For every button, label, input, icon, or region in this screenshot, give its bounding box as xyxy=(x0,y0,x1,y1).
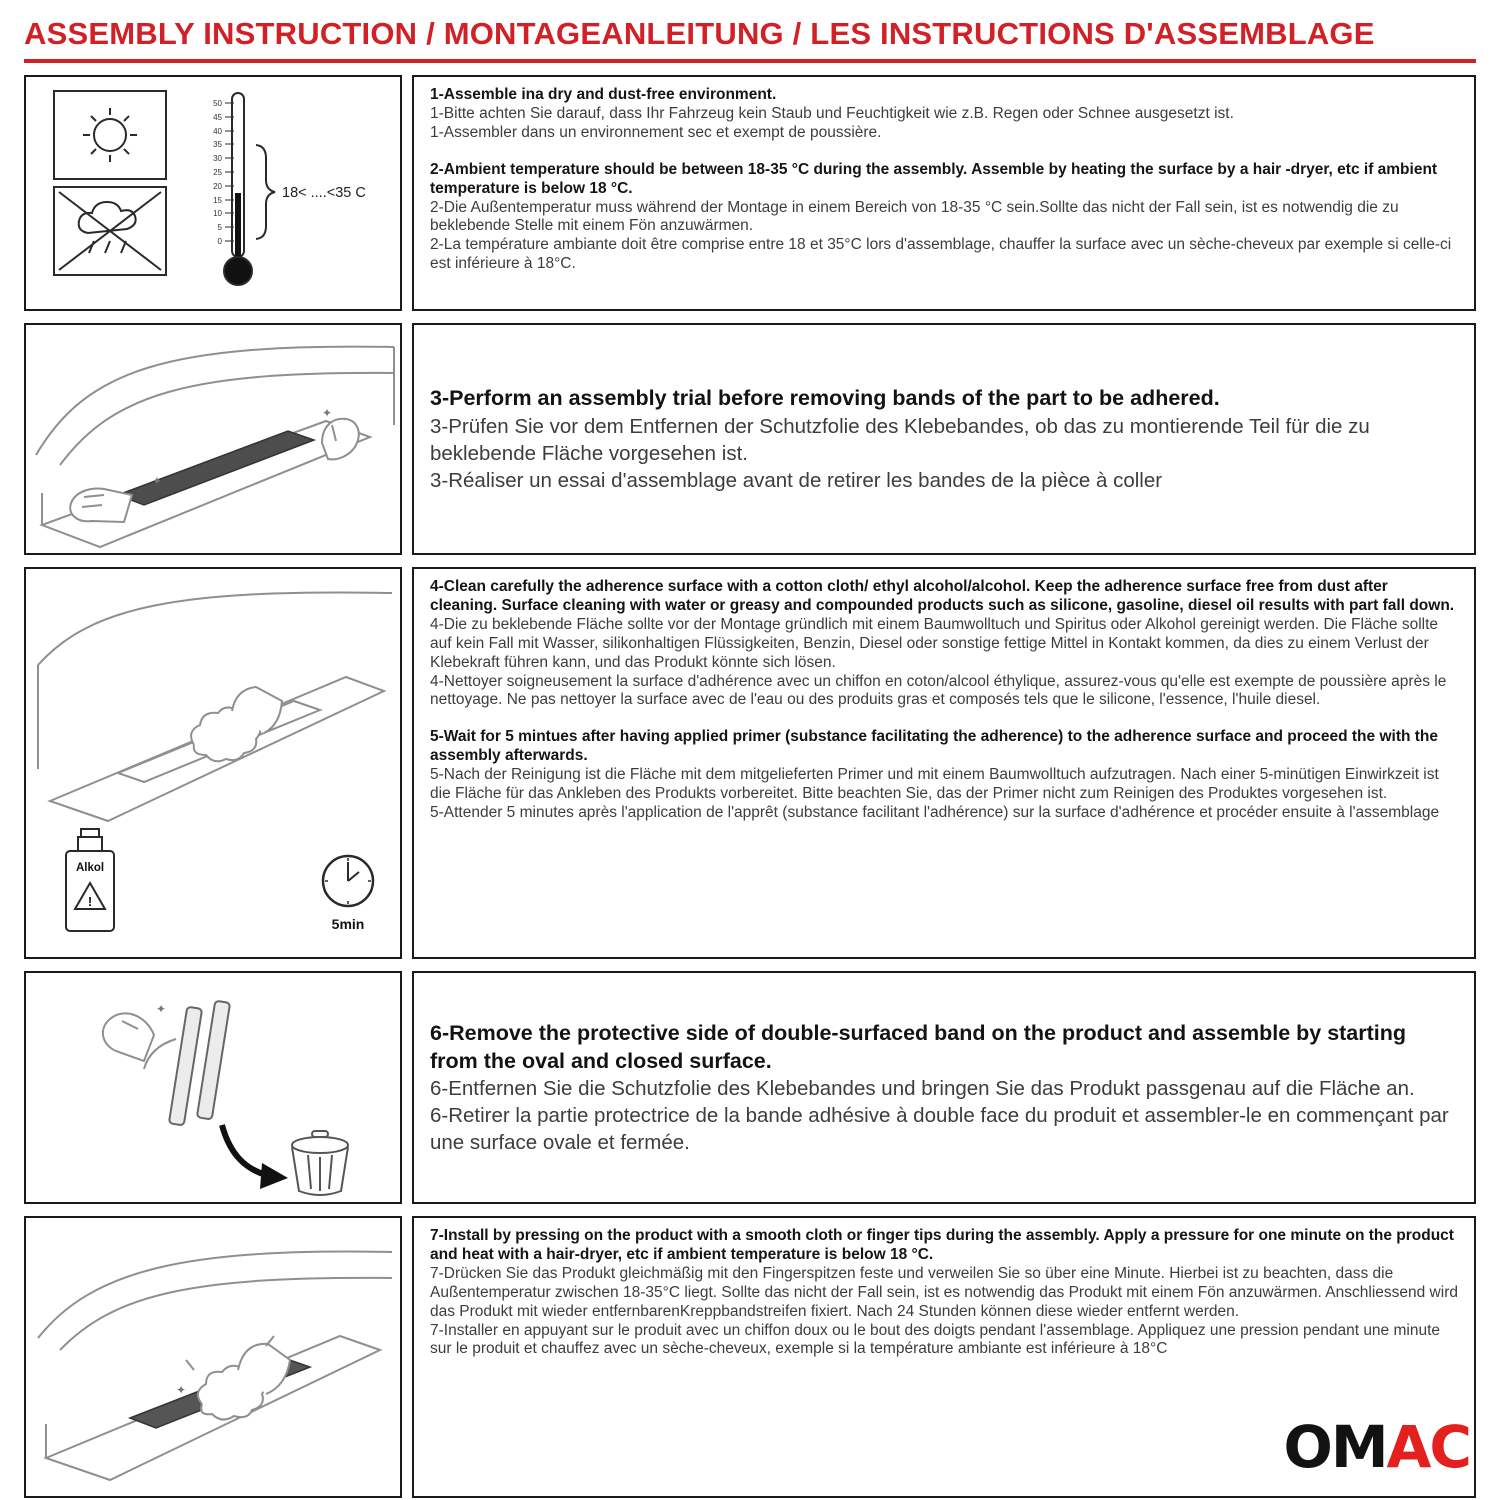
section-2-text xyxy=(412,323,1476,555)
car-door-outline xyxy=(38,1252,392,1480)
instruction-5-fr: 5-Attender 5 minutes après l'application de l'apprêt (substance facilitant l'adhérence) sur la surface d'adhérence et procéder ensuite à l'assemblage xyxy=(430,803,1440,821)
range-bracket xyxy=(256,145,275,239)
svg-text:15: 15 xyxy=(213,196,222,205)
page-title: ASSEMBLY INSTRUCTION / MONTAGEANLEITUNG / LES INSTRUCTIONS D'ASSEMBLAGE xyxy=(24,16,1375,51)
section-4-row xyxy=(24,971,1476,1204)
svg-text:0: 0 xyxy=(217,237,222,246)
right-hand-icon xyxy=(322,419,359,460)
temp-range-label: 18< ....<35 C xyxy=(282,185,366,201)
instruction-5-en: 5-Wait for 5 mintues after having applied primer (substance facilitating the adherence) to the adherence surface and proceed the with the assembly afterwards. xyxy=(430,728,1438,765)
door-sill-apply-illustration xyxy=(26,325,400,553)
sparkle-icon: ✦ xyxy=(156,1002,167,1016)
hand-icon xyxy=(103,1013,154,1061)
instruction-2-de: 2-Die Außentemperatur muss während der Montage in einem Bereich von 18-35 °C sein.Sollte das nicht der Fall sein, ist es notwendig die zu beklebende Stelle mit einem Fön anzuwärmen. xyxy=(430,198,1399,235)
instruction-1-de: 1-Bitte achten Sie darauf, dass Ihr Fahrzeug kein Staub und Feuchtigkeit wie z.B. Regen oder Schnee ausgesetzt ist. xyxy=(430,104,1234,122)
illustration-box-temperature xyxy=(24,75,402,311)
omac-brand-logo xyxy=(1283,1413,1470,1481)
alcohol-bottle-label: Alkol xyxy=(75,862,105,874)
product-strip xyxy=(118,431,314,505)
wait-time-label: 5min xyxy=(331,916,365,932)
cleaning-cloth-icon xyxy=(191,687,282,761)
alcohol-bottle-icon xyxy=(66,829,114,931)
instruction-6-fr: 6-Retirer la partie protectrice de la bande adhésive à double face du produit et assembler-le en commençant par une surface ovale et fermée. xyxy=(430,1104,1449,1155)
title-underline xyxy=(24,59,1476,63)
instruction-7-en: 7-Install by pressing on the product with a smooth cloth or finger tips during the assembly. Apply a pressure for one minute on the product and heat with a hair-dryer, etc if ambient temperature is below 18 °C. xyxy=(430,1227,1454,1263)
section-4-text xyxy=(412,971,1476,1204)
illustration-box-assembly-trial xyxy=(24,323,402,555)
svg-text:40: 40 xyxy=(213,127,222,136)
sparkle-icon: ✦ xyxy=(176,1383,187,1397)
section-1-row xyxy=(24,75,1476,311)
press-product-illustration xyxy=(26,1218,400,1496)
svg-text:35: 35 xyxy=(213,140,222,149)
instruction-3-fr: 3-Réaliser un essai d'assemblage avant de retirer les bandes de la pièce à coller xyxy=(430,468,1163,492)
instruction-2-fr: 2-La température ambiante doit être comprise entre 18 et 35°C lors d'assemblage, chauffer la surface avec un sèche-cheveux par exemple si celle-ci est inférieure à 18°C. xyxy=(430,236,1452,273)
illustration-box-remove-band xyxy=(24,971,402,1204)
instruction-5-de: 5-Nach der Reinigung ist die Fläche mit dem mitgelieferten Primer und mit einem Baumwolltuch aufzutragen. Nach einer 5-minütigen Einwirkzeit ist die Fläche für das Ankleben des Produkts vorbereitet. Bitte beachten Sie, das der Primer nicht zum Reinigen des Produktes vorgesehen ist. xyxy=(430,766,1439,803)
section-3-row xyxy=(24,567,1476,959)
instruction-7-fr: 7-Installer en appuyant sur le produit avec un chiffon doux ou le bout des doigts pendant l'assemblage. Appliquez une pression pendant une minute sur le produit et chauffez avec un sèche-cheveux, exemple si la température ambiante est inférieure à 18°C xyxy=(430,1321,1441,1358)
left-hand-icon xyxy=(70,489,132,523)
illustration-box-pressing xyxy=(24,1216,402,1498)
trash-can-icon xyxy=(292,1131,348,1195)
thermometer-scale xyxy=(213,99,222,246)
sparkle-icon: ✦ xyxy=(322,406,333,420)
door-sill-clean-illustration xyxy=(26,569,400,957)
section-3-text xyxy=(412,567,1476,959)
instruction-4-en: 4-Clean carefully the adherence surface with a cotton cloth/ ethyl alcohol/alcohol. Keep the adherence surface free from dust after cleaning. Surface cleaning with water or greasy and compounded products such as silicone, gasoline, diesel oil results with part fall down. xyxy=(430,578,1455,614)
car-door-outline xyxy=(38,592,392,821)
logo-text-black: OM xyxy=(1283,1413,1387,1481)
instruction-1-fr: 1-Assembler dans un environnement sec et exempt de poussière. xyxy=(430,123,882,141)
instruction-6-en: 6-Remove the protective side of double-surfaced band on the product and assemble by starting from the oval and closed surface. xyxy=(430,1020,1407,1073)
instruction-2-en: 2-Ambient temperature should be between 18-35 °C during the assembly. Assemble by heating the surface by a hair -dryer, etc if ambient temperature is below 18 °C. xyxy=(430,160,1438,197)
section-2-row xyxy=(24,323,1476,555)
pressing-cloth-icon xyxy=(198,1344,290,1420)
instruction-3-en: 3-Perform an assembly trial before removing bands of the part to be adhered. xyxy=(430,386,1220,411)
arrow-icon xyxy=(222,1125,288,1189)
instruction-4-de: 4-Die zu beklebende Fläche sollte vor der Montage gründlich mit einem Baumwolltuch und Spiritus oder Alkohol gereinigt werden. Die Fläche sollte auf kein Fall mit Wasser, silikonhaltigen Flüssigkeiten, Benzin, Diesel oder sonstige fettige Mittel in Kontakt kommen, da dies zu einem Verlust der Klebekraft führen kann, und das Produkt könnte sich lösen. xyxy=(430,615,1439,671)
illustration-box-cleaning xyxy=(24,567,402,959)
dry-environment-temperature-illustration xyxy=(26,77,400,309)
svg-text:20: 20 xyxy=(213,182,222,191)
peel-band-trash-illustration xyxy=(26,973,400,1202)
no-rain-icon xyxy=(54,187,166,275)
clock-icon xyxy=(323,856,373,906)
svg-text:30: 30 xyxy=(213,154,222,163)
instruction-4-fr: 4-Nettoyer soigneusement la surface d'adhérence avec un chiffon en coton/alcool éthylique, assurez-vous qu'elle est exempte de poussière après le nettoyage. Ne pas nettoyer la surface avec de l'eau ou des produits gras et composés tels que le silicone, l'essence, l'huile diesel. xyxy=(430,672,1447,709)
instruction-7-de: 7-Drücken Sie das Produkt gleichmäßig mit den Fingerspitzen feste und verweilen Sie so über eine Minute. Hierbei ist zu beachten, dass die Außentemperatur zwischen 18-35°C liegt. Sollte das nicht der Fall sein, ist es notwendig das Produkt mit einem Fön anzuwärmen. Anschliessend wird das Produkt mit wieder entfernbarenKreppbandstreifen fixiert. Nach 24 Stunden können diese wieder entfernt werden. xyxy=(430,1264,1458,1320)
svg-text:10: 10 xyxy=(213,209,222,218)
warning-triangle-icon xyxy=(75,883,105,909)
svg-text:!: ! xyxy=(87,894,93,909)
sparkle-icon: ✦ xyxy=(152,474,163,488)
instruction-1-en: 1-Assemble ina dry and dust-free environment. xyxy=(430,86,777,103)
sun-icon xyxy=(54,91,166,179)
thermometer-icon xyxy=(213,93,252,285)
instruction-6-de: 6-Entfernen Sie die Schutzfolie des Klebebandes und bringen Sie das Produkt passgenau auf die Fläche an. xyxy=(430,1077,1415,1101)
svg-text:45: 45 xyxy=(213,113,222,122)
svg-text:50: 50 xyxy=(213,99,222,108)
svg-text:25: 25 xyxy=(213,168,222,177)
section-5-row xyxy=(24,1216,1476,1498)
logo-text-red: AC xyxy=(1386,1413,1470,1481)
svg-text:5: 5 xyxy=(217,223,222,232)
instruction-3-de: 3-Prüfen Sie vor dem Entfernen der Schutzfolie des Klebebandes, ob das zu montierende Teil für die zu beklebende Fläche vorgesehen ist. xyxy=(430,414,1370,465)
section-1-text xyxy=(412,75,1476,311)
product-strips xyxy=(169,1001,230,1126)
